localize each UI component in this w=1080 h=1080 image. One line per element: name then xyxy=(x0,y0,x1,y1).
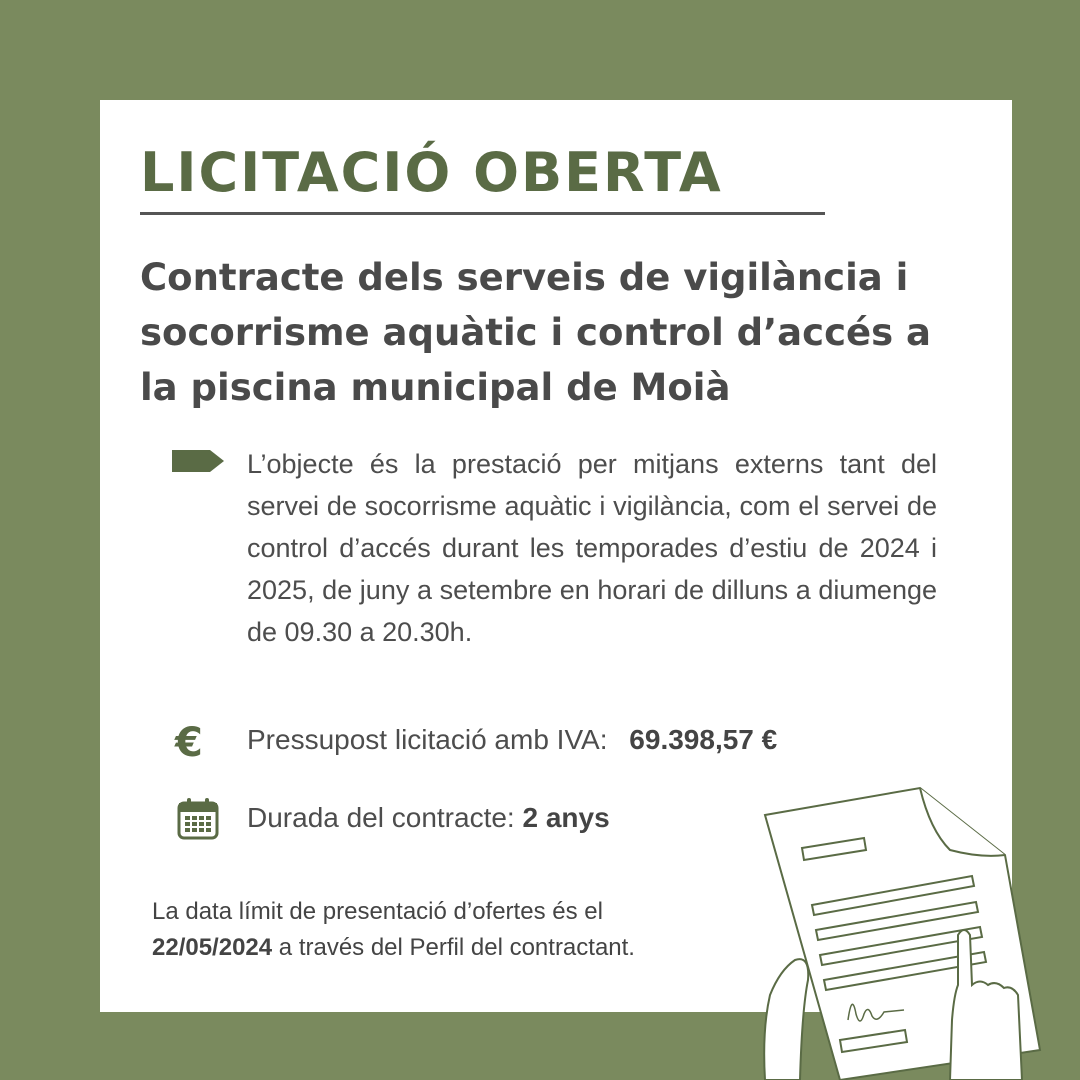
document-signing-illustration xyxy=(740,780,1060,1080)
deadline-prefix: La data límit de presentació d’ofertes és el xyxy=(152,898,603,925)
duration-label: Durada del contracte: xyxy=(247,802,515,833)
object-description: L’objecte és la prestació per mitjans externs tant del servei de socorrisme aquàtic i vigilància, com el servei de control d’accés durant les temporades d’estiu de 2024 i 2025, de juny a setembre en horari de dilluns a diumenge de 09.30 a 20.30h. xyxy=(247,449,937,647)
arrow-icon xyxy=(172,450,224,472)
title-divider xyxy=(140,212,825,215)
euro-icon: € xyxy=(175,720,203,766)
deadline-date: 22/05/2024 xyxy=(152,934,273,961)
budget-line xyxy=(247,724,777,756)
calendar-icon xyxy=(176,797,220,841)
budget-value: 69.398,57 € xyxy=(629,724,778,755)
deadline-suffix: a través del Perfil del contractant. xyxy=(278,934,635,961)
duration-value: 2 anys xyxy=(522,802,610,833)
budget-label: Pressupost licitació amb IVA: xyxy=(247,724,608,755)
deadline-text xyxy=(152,894,792,966)
contract-title: Contracte dels serveis de vigilància i socorrisme aquàtic i control d’accés a la piscina municipal de Moià xyxy=(140,256,931,409)
duration-line xyxy=(247,802,610,834)
page-title: LICITACIÓ OBERTA xyxy=(140,141,723,204)
